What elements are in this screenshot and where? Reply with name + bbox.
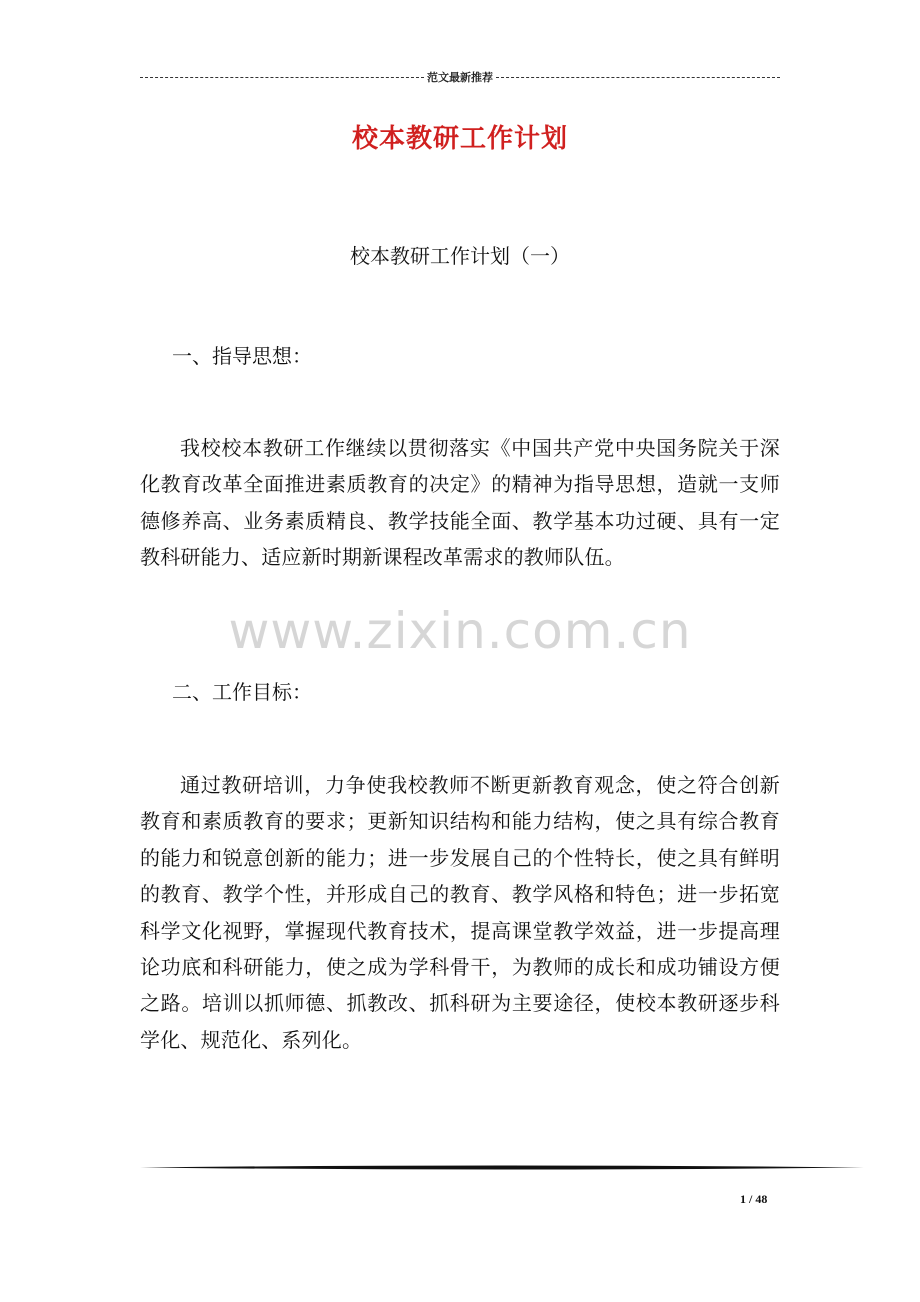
header-dash-left	[140, 77, 424, 78]
page-number: 1 / 48	[740, 1192, 768, 1206]
document-title: 校本教研工作计划	[351, 124, 568, 154]
section-paragraph-work-goals: 通过教研培训，力争使我校教师不断更新教育观念，使之符合创新教育和素质教育的要求；更新知识结构和能力结构，使之具有综合教育的能力和锐意创新的能力；进一步发展自己的个性特长，使之具有鲜明的教育、教学个性，并形成自己的教育、教学风格和特色；进一步拓宽科学文化视野，掌握现代教育技术，提高课堂教学效益，进一步提高理论功底和科研能力，使之成为学科骨干，为教师的成长和成功铺设方便之路。培训以抓师德、抓教改、抓科研为主要途径，使校本教研逐步科学化、规范化、系列化。	[140, 773, 780, 1052]
section-paragraph-guiding-thought: 我校校本教研工作继续以贯彻落实《中国共产党中央国务院关于深化教育改革全面推进素质教育的决定》的精神为指导思想，造就一支师德修养高、业务素质精良、教学技能全面、教学基本功过硬、具有一定教科研能力、适应新时期新课程改革需求的教师队伍。	[140, 436, 780, 570]
footer-rule	[140, 1164, 864, 1171]
section-heading-work-goals: 二、工作目标：	[172, 680, 312, 704]
header-dash-right	[496, 77, 780, 78]
page-header	[140, 66, 780, 88]
header-label: 范文最新推荐	[427, 71, 493, 84]
section-heading-guiding-thought: 一、指导思想：	[172, 344, 312, 368]
watermark: www.zixin.com.cn	[228, 602, 692, 660]
document-subtitle: 校本教研工作计划（一）	[350, 244, 570, 268]
